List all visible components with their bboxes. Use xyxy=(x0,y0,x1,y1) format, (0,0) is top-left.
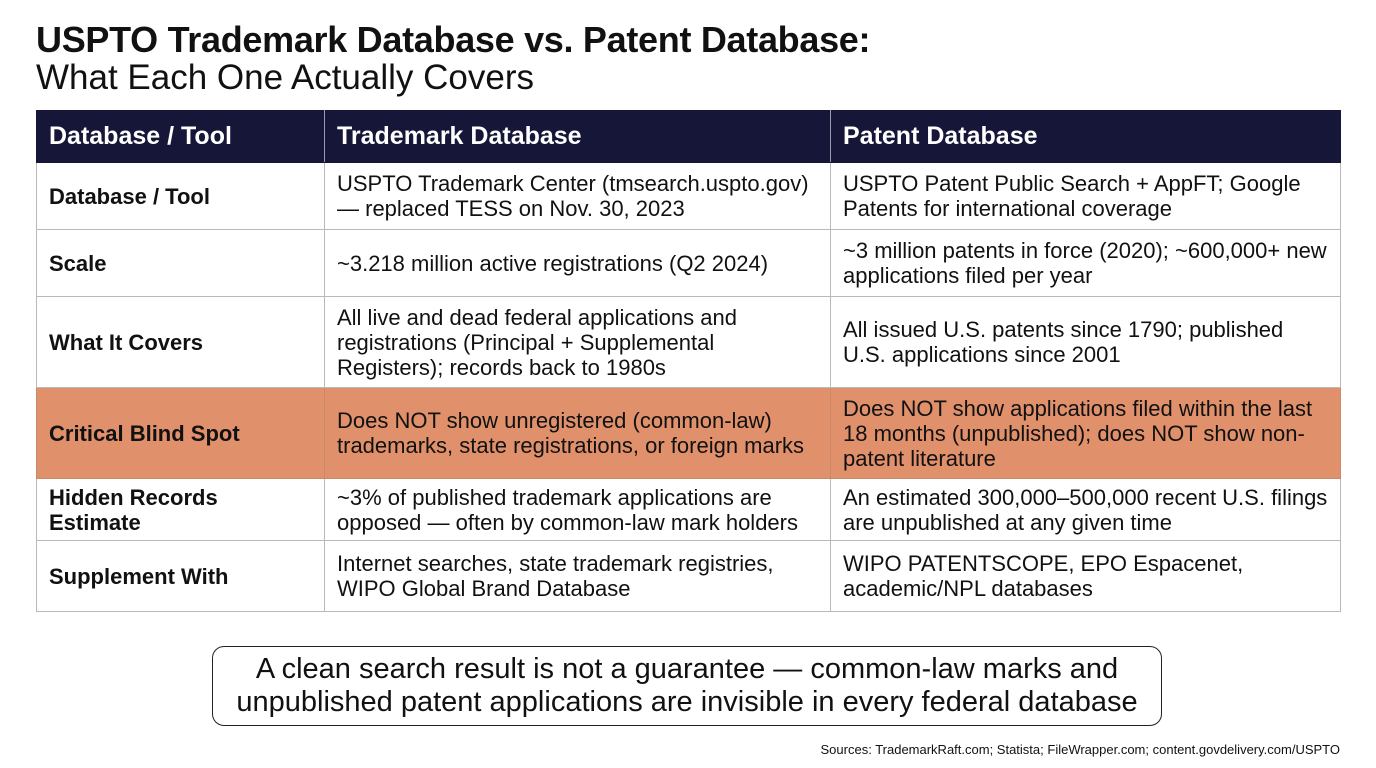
comparison-table xyxy=(36,110,1341,612)
callout-box xyxy=(212,646,1162,726)
page-title: USPTO Trademark Database vs. Patent Database: xyxy=(36,19,871,60)
row-label: What It Covers xyxy=(37,297,325,388)
trademark-cell: USPTO Trademark Center (tmsearch.uspto.gov) — replaced TESS on Nov. 30, 2023 xyxy=(325,163,831,230)
callout-text: A clean search result is not a guarantee — common-law marks and unpublished patent applications are invisible in every federal database xyxy=(236,653,1138,718)
trademark-cell: All live and dead federal applications and registrations (Principal + Supplemental Registers); records back to 1980s xyxy=(325,297,831,388)
patent-cell: USPTO Patent Public Search + AppFT; Google Patents for international coverage xyxy=(831,163,1341,230)
patent-cell: An estimated 300,000–500,000 recent U.S. filings are unpublished at any given time xyxy=(831,479,1341,541)
row-label: Critical Blind Spot xyxy=(37,388,325,479)
sources-footnote: Sources: TrademarkRaft.com; Statista; FileWrapper.com; content.govdelivery.com/USPTO xyxy=(820,742,1340,757)
page-subtitle: What Each One Actually Covers xyxy=(36,58,534,97)
table-row xyxy=(37,541,1341,612)
row-label: Database / Tool xyxy=(37,163,325,230)
table-row xyxy=(37,479,1341,541)
patent-cell: Does NOT show applications filed within the last 18 months (unpublished); does NOT show non-patent literature xyxy=(831,388,1341,479)
trademark-cell: Does NOT show unregistered (common-law) trademarks, state registrations, or foreign marks xyxy=(325,388,831,479)
column-header-patent: Patent Database xyxy=(831,111,1341,163)
table-row xyxy=(37,163,1341,230)
patent-cell: All issued U.S. patents since 1790; published U.S. applications since 2001 xyxy=(831,297,1341,388)
trademark-cell: ~3% of published trademark applications are opposed — often by common-law mark holders xyxy=(325,479,831,541)
column-header-tool: Database / Tool xyxy=(37,111,325,163)
trademark-cell: Internet searches, state trademark registries, WIPO Global Brand Database xyxy=(325,541,831,612)
patent-cell: ~3 million patents in force (2020); ~600,000+ new applications filed per year xyxy=(831,230,1341,297)
row-label: Scale xyxy=(37,230,325,297)
table-row xyxy=(37,230,1341,297)
table-header-row xyxy=(37,111,1341,163)
column-header-trademark: Trademark Database xyxy=(325,111,831,163)
patent-cell: WIPO PATENTSCOPE, EPO Espacenet, academic/NPL databases xyxy=(831,541,1341,612)
trademark-cell: ~3.218 million active registrations (Q2 2024) xyxy=(325,230,831,297)
table-row xyxy=(37,297,1341,388)
row-label: Hidden Records Estimate xyxy=(37,479,325,541)
row-label: Supplement With xyxy=(37,541,325,612)
table-row-highlighted xyxy=(37,388,1341,479)
